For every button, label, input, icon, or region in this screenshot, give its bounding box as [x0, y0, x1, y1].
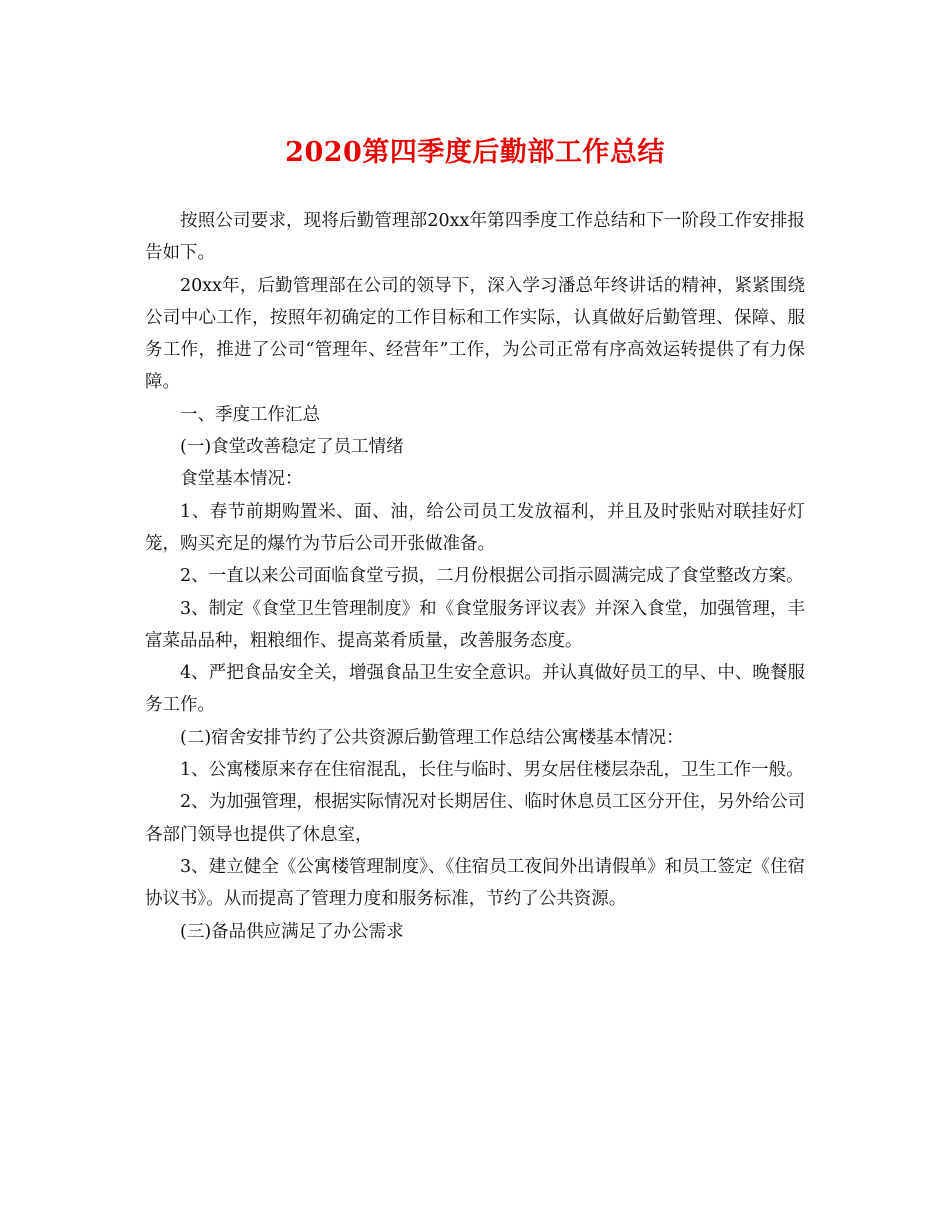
document-title: 2020第四季度后勤部工作总结: [285, 137, 665, 168]
document-body: [145, 205, 805, 948]
list-item: 3、建立健全《公寓楼管理制度》、《住宿员工夜间外出请假单》和员工签定《住宿协议书》。从而提高了管理力度和服务标准，节约了公共资源。: [145, 856, 805, 910]
paragraph: 食堂基本情况：: [180, 469, 303, 490]
subsection-heading: (二)宿舍安排节约了公共资源后勤管理工作总结公寓楼基本情况：: [180, 727, 684, 748]
list-item: 3、制定《食堂卫生管理制度》和《食堂服务评议表》并深入食堂，加强管理，丰富菜品品种，粗粮细作、提高菜肴质量，改善服务态度。: [145, 598, 805, 651]
section-heading: 一、季度工作汇总: [180, 404, 320, 425]
list-item: 2、为加强管理，根据实际情况对长期居住、临时休息员工区分开住，另外给公司各部门领导也提供了休息室，: [145, 792, 805, 845]
paragraph: 按照公司要求，现将后勤管理部20xx年第四季度工作总结和下一阶段工作安排报告如下。: [145, 211, 805, 264]
list-item: 1、春节前期购置米、面、油，给公司员工发放福利，并且及时张贴对联挂好灯笼，购买充足的爆竹为节后公司开张做准备。: [145, 501, 805, 554]
list-item: 4、严把食品安全关，增强食品卫生安全意识。并认真做好员工的早、中、晚餐服务工作。: [145, 663, 805, 716]
list-item: 2、一直以来公司面临食堂亏损，二月份根据公司指示圆满完成了食堂整改方案。: [180, 566, 804, 587]
paragraph: 20xx年，后勤管理部在公司的领导下，深入学习潘总年终讲话的精神，紧紧围绕公司中心工作，按照年初确定的工作目标和工作实际，认真做好后勤管理、保障、服务工作，推进了公司“管理年、经营年”工作，为公司正常有序高效运转提供了有力保障。: [145, 275, 805, 393]
list-item: 1、公寓楼原来存在住宿混乱，长住与临时、男女居住楼层杂乱，卫生工作一般。: [180, 760, 804, 781]
subsection-heading: (三)备品供应满足了办公需求: [180, 921, 404, 942]
subsection-heading: (一)食堂改善稳定了员工情绪: [180, 437, 404, 458]
